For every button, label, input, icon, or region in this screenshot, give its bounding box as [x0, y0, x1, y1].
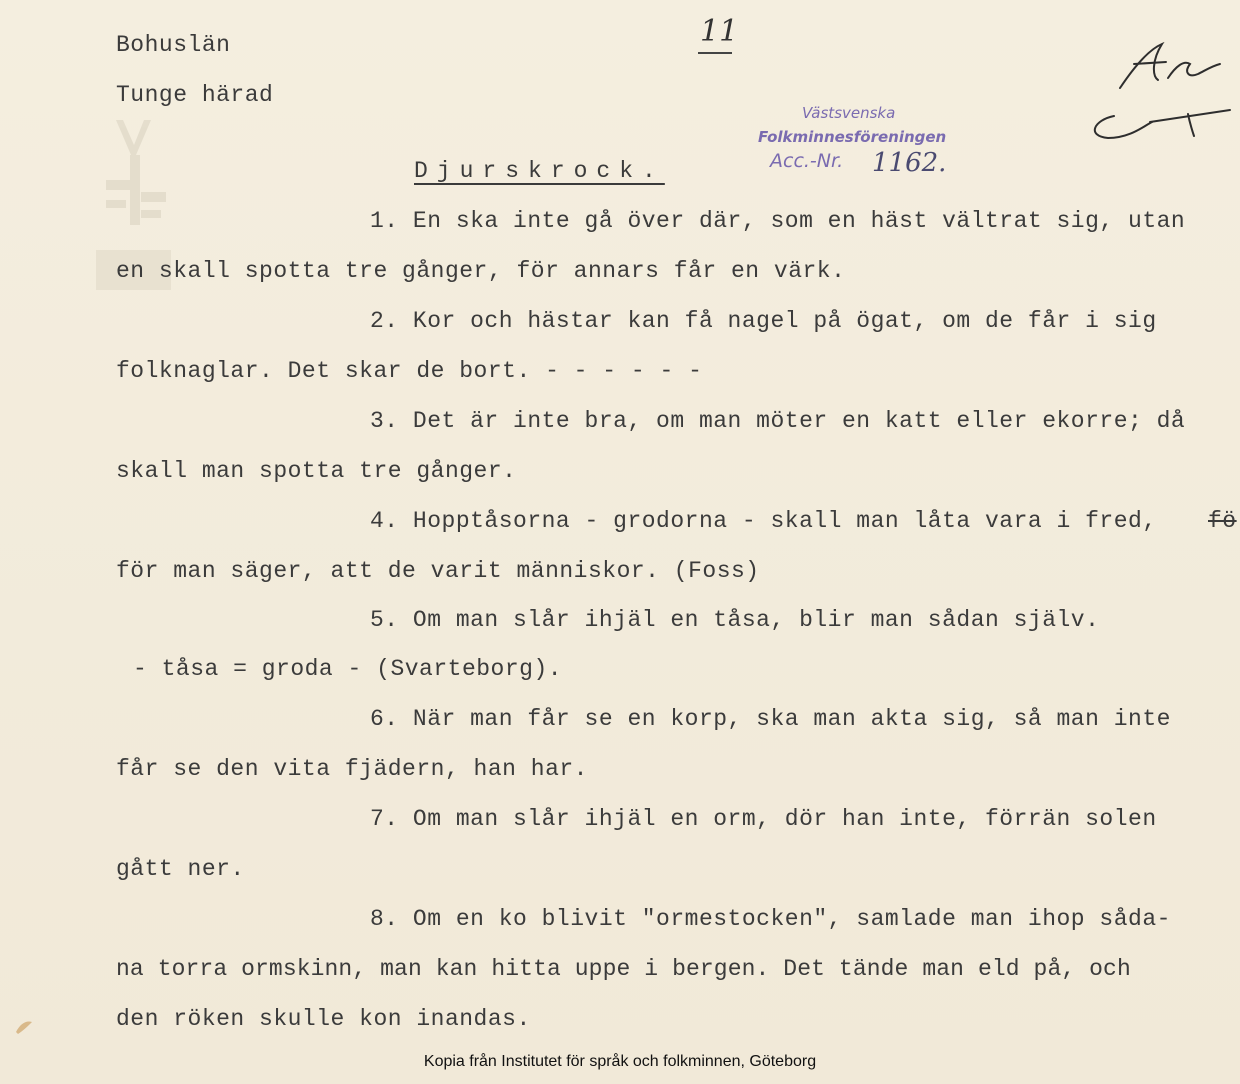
page-number-underline — [698, 52, 732, 54]
struck-text: fö — [1208, 508, 1237, 534]
text-line: folknaglar. Det skar de bort. - - - - - - — [116, 358, 703, 384]
footer-credit: Kopia från Institutet för språk och folkminnen, Göteborg — [423, 1053, 817, 1070]
stamp-acc-number: 1162. — [872, 148, 947, 178]
text-line: 6. När man får se en korp, ska man akta sig, så man inte — [370, 706, 1171, 732]
text-line: 1. En ska inte gå över där, som en häst vältrat sig, utan — [370, 208, 1186, 234]
text-line: 5. Om man slår ihjäl en tåsa, blir man sådan själv. — [370, 607, 1100, 633]
text-line: gått ner. — [116, 856, 245, 882]
text-line: 4. Hopptåsorna - grodorna - skall man låta vara i fred, — [370, 508, 1157, 534]
text-line: för man säger, att de varit människor. (Foss) — [116, 558, 760, 584]
text-line: 3. Det är inte bra, om man möter en katt eller ekorre; då — [370, 408, 1186, 434]
text-line: na torra ormskinn, man kan hitta uppe i bergen. Det tände man eld på, och — [116, 956, 1131, 982]
paper-smudge — [14, 1018, 34, 1036]
text-line: - tåsa = groda - (Svarteborg). — [133, 656, 563, 682]
district-label: Tunge härad — [116, 82, 274, 108]
text-line: en skall spotta tre gånger, för annars får en värk. — [116, 258, 846, 284]
text-line: 2. Kor och hästar kan få nagel på ögat, om de får i sig — [370, 308, 1157, 334]
stamp-acc-label: Acc.-Nr. — [770, 150, 844, 172]
stamp-line-1: Västsvenska — [802, 104, 896, 122]
region-label: Bohuslän — [116, 32, 231, 58]
text-line: 7. Om man slår ihjäl en orm, dör han inte, förrän solen — [370, 806, 1157, 832]
handwritten-signature — [1080, 30, 1240, 150]
stamp-line-2: Folkminnesföreningen — [758, 128, 947, 146]
page-number: 11 — [700, 14, 739, 49]
text-line: 8. Om en ko blivit "ormestocken", samlade man ihop såda- — [370, 906, 1171, 932]
document-title: Djurskrock. — [414, 158, 665, 184]
text-line: den röken skulle kon inandas. — [116, 1006, 531, 1032]
text-line: får se den vita fjädern, han har. — [116, 756, 588, 782]
text-line: skall man spotta tre gånger. — [116, 458, 517, 484]
